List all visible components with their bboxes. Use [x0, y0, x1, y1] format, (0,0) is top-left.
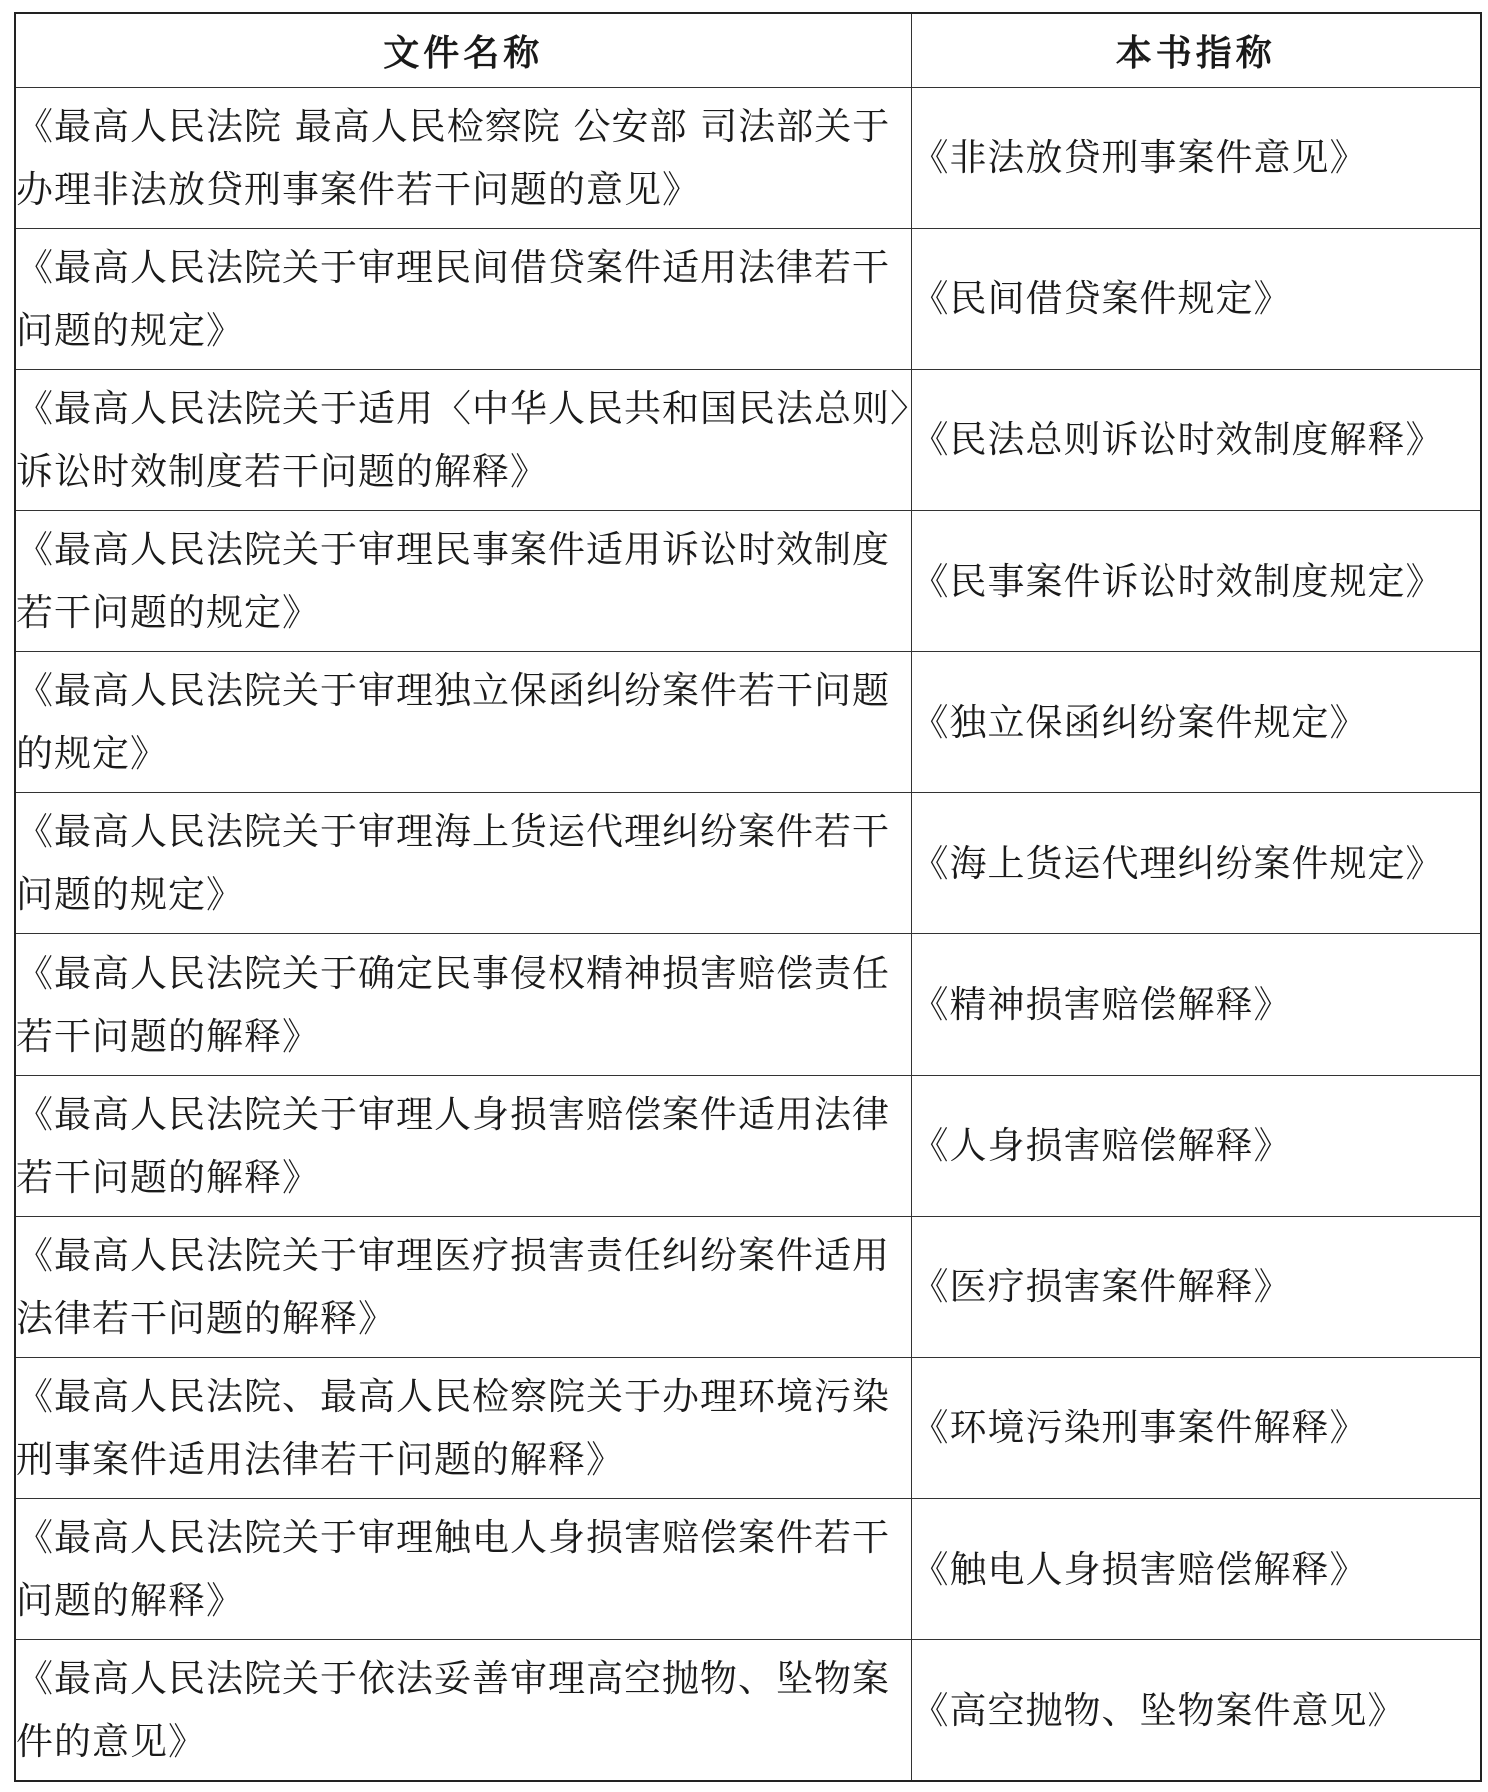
- table-body: [15, 87, 1481, 1781]
- book-abbreviation-cell: 《海上货运代理纠纷案件规定》: [911, 793, 1481, 934]
- document-name-cell: 《最高人民法院关于适用〈中华人民共和国民法总则〉诉讼时效制度若干问题的解释》: [15, 369, 911, 510]
- table-row: [15, 934, 1481, 1075]
- document-name-cell: 《最高人民法院关于确定民事侵权精神损害赔偿责任若干问题的解释》: [15, 934, 911, 1075]
- table-row: [15, 1357, 1481, 1498]
- header-book-abbreviation: 本书指称: [911, 13, 1481, 87]
- book-abbreviation-cell: 《医疗损害案件解释》: [911, 1216, 1481, 1357]
- header-document-name: 文件名称: [15, 13, 911, 87]
- table-row: [15, 1640, 1481, 1781]
- document-name-cell: 《最高人民法院关于审理民事案件适用诉讼时效制度若干问题的规定》: [15, 510, 911, 651]
- book-abbreviation-cell: 《高空抛物、坠物案件意见》: [911, 1640, 1481, 1781]
- document-name-cell: 《最高人民法院关于审理人身损害赔偿案件适用法律若干问题的解释》: [15, 1075, 911, 1216]
- document-name-cell: 《最高人民法院关于审理医疗损害责任纠纷案件适用法律若干问题的解释》: [15, 1216, 911, 1357]
- book-abbreviation-cell: 《民事案件诉讼时效制度规定》: [911, 510, 1481, 651]
- book-abbreviation-cell: 《精神损害赔偿解释》: [911, 934, 1481, 1075]
- table-row: [15, 652, 1481, 793]
- book-abbreviation-cell: 《民间借贷案件规定》: [911, 228, 1481, 369]
- table-row: [15, 87, 1481, 228]
- abbreviation-table: [14, 12, 1482, 1782]
- table-row: [15, 1216, 1481, 1357]
- document-name-cell: 《最高人民法院关于审理民间借贷案件适用法律若干问题的规定》: [15, 228, 911, 369]
- table-row: [15, 228, 1481, 369]
- table-row: [15, 1499, 1481, 1640]
- book-abbreviation-cell: 《独立保函纠纷案件规定》: [911, 652, 1481, 793]
- table-row: [15, 510, 1481, 651]
- book-abbreviation-cell: 《环境污染刑事案件解释》: [911, 1357, 1481, 1498]
- document-name-cell: 《最高人民法院关于审理独立保函纠纷案件若干问题的规定》: [15, 652, 911, 793]
- table-row: [15, 369, 1481, 510]
- abbreviation-table-container: [14, 12, 1480, 1782]
- document-name-cell: 《最高人民法院关于依法妥善审理高空抛物、坠物案件的意见》: [15, 1640, 911, 1781]
- book-abbreviation-cell: 《触电人身损害赔偿解释》: [911, 1499, 1481, 1640]
- document-name-cell: 《最高人民法院关于审理触电人身损害赔偿案件若干问题的解释》: [15, 1499, 911, 1640]
- table-row: [15, 793, 1481, 934]
- document-name-cell: 《最高人民法院 最高人民检察院 公安部 司法部关于办理非法放贷刑事案件若干问题的意见》: [15, 87, 911, 228]
- document-name-cell: 《最高人民法院、最高人民检察院关于办理环境污染刑事案件适用法律若干问题的解释》: [15, 1357, 911, 1498]
- book-abbreviation-cell: 《非法放贷刑事案件意见》: [911, 87, 1481, 228]
- book-abbreviation-cell: 《人身损害赔偿解释》: [911, 1075, 1481, 1216]
- book-abbreviation-cell: 《民法总则诉讼时效制度解释》: [911, 369, 1481, 510]
- document-name-cell: 《最高人民法院关于审理海上货运代理纠纷案件若干问题的规定》: [15, 793, 911, 934]
- table-header-row: [15, 13, 1481, 87]
- table-row: [15, 1075, 1481, 1216]
